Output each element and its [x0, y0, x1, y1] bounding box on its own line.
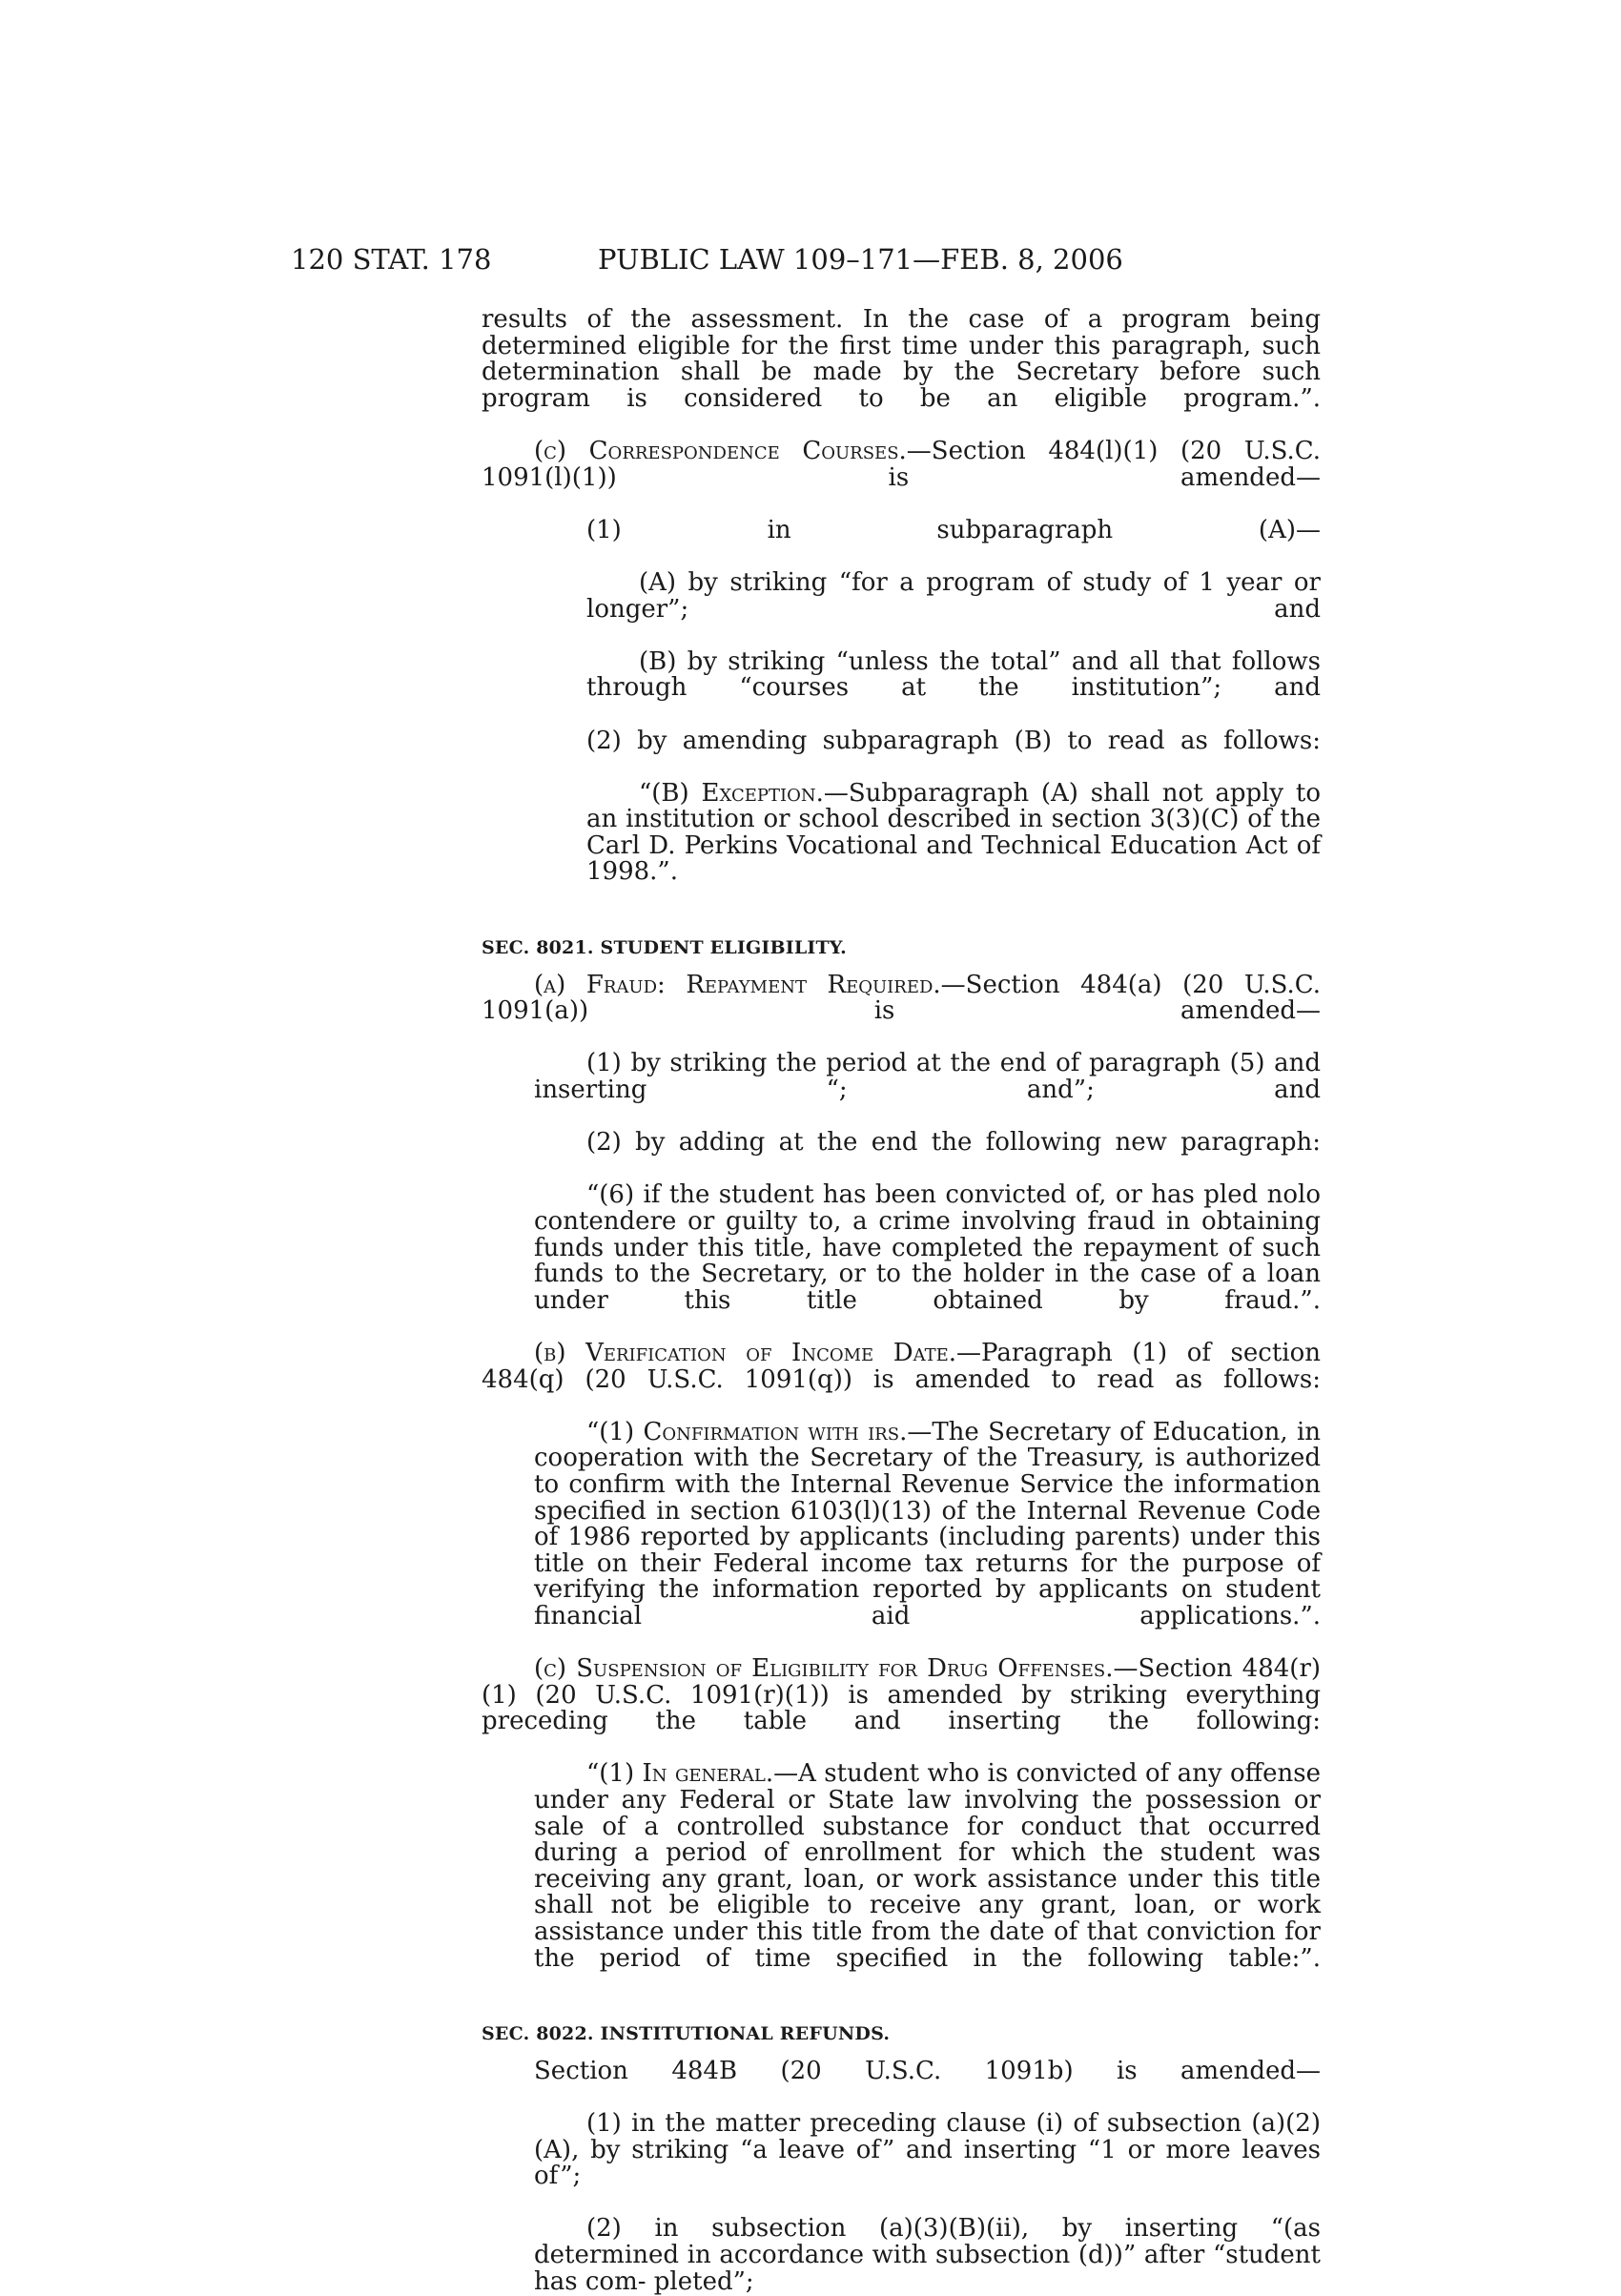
text-line: specified in section 6103(l)(13) of the Internal Revenue Code [534, 1496, 1321, 1526]
text-line: this title from the date of that conviction for the period of [534, 1917, 1321, 1973]
text-line: (1) in subparagraph (A)— [586, 515, 1321, 544]
text-line: (1) by striking the period at the end of paragraph (5) [586, 1049, 1265, 1078]
text-line: any grant, loan, or work assistance under this title shall not [534, 1864, 1321, 1920]
text-line: —Section [1113, 1654, 1233, 1684]
subsection-heading: (b) Verification of Income Date. [534, 1338, 957, 1367]
statute-page-number: 120 STAT. 178 [291, 243, 492, 276]
text-line: 1091(a)) is amended— [482, 996, 1321, 1026]
text-line: pleted”; [653, 2266, 754, 2296]
continued-paragraph [482, 307, 1321, 439]
quoted-confirmation-with-irs [482, 1417, 1322, 1656]
text-line: “(6) if the student has been convicted of, or has pled nolo [586, 1180, 1321, 1210]
paragraph-heading: “(1) In general. [586, 1759, 774, 1789]
text-line: 484(r)(1) (20 U.S.C. 1091(r)(1)) is amended by striking everything [482, 1654, 1322, 1710]
text-line: under this title obtained by fraud.”. [534, 1285, 1321, 1315]
text-line: contendere or guilty to, a crime involving fraud in obtaining [534, 1207, 1321, 1236]
text-line: time specified in the following table:”. [754, 1943, 1321, 1973]
text-line: —Section 484(a) (20 U.S.C. [940, 970, 1322, 999]
subsection-heading: (a) Fraud: Repayment Required. [534, 970, 941, 999]
text-line: —The Secretary of Education, [907, 1417, 1288, 1446]
text-line: —Subparagraph (A) shall not apply [823, 778, 1284, 808]
text-line: —Section 484(l)(1) (20 U.S.C. [906, 436, 1321, 465]
paragraph-2 [482, 1130, 1321, 1182]
text-line: under any Federal or State law involving the possession or [534, 1786, 1321, 1815]
text-line: 484(q) (20 U.S.C. 1091(q)) is amended to read as follows: [482, 1364, 1321, 1394]
page-header [291, 240, 1325, 278]
text-line: longer”; and [586, 594, 1321, 624]
paragraph-1 [482, 515, 1321, 570]
text-line: of 1986 reported by applicants (including parents) under this [534, 1523, 1321, 1552]
public-law-citation: PUBLIC LAW 109–171—FEB. 8, 2006 [598, 243, 1123, 276]
subsection-c-correspondence-courses [482, 436, 1321, 518]
text-line: results of the assessment. In the case of a program being determined [482, 305, 1321, 360]
quoted-paragraph-6 [482, 1182, 1321, 1341]
quoted-in-general [482, 1761, 1321, 1998]
text-line: (A) by striking “for a program of study of 1 year or [639, 567, 1321, 597]
subsection-heading: (c) Correspondence Courses. [534, 436, 907, 465]
subsection-heading: (c) Suspension of Eligibility for Drug Offenses. [534, 1654, 1114, 1684]
text-line: funds under this title, have completed the repayment of such [534, 1233, 1321, 1262]
text-line: (2) by adding at the end the following new paragraph: [586, 1128, 1321, 1158]
text-line: —A student who is convicted of any offense [773, 1759, 1321, 1789]
paragraph-2 [482, 728, 1321, 781]
text-line: be eligible to receive any grant, loan, or work assistance under [534, 1891, 1321, 1947]
subsection-a-fraud [482, 970, 1322, 1052]
paragraph-1 [482, 2111, 1321, 2216]
text-line: (B) by striking “unless the total” and all that follows [639, 646, 1321, 676]
paragraph-1 [482, 1051, 1321, 1130]
text-line: through “courses at the institution”; and [586, 673, 1321, 703]
subsection-c-suspension [482, 1656, 1321, 1761]
text-line: financial aid applications.”. [534, 1601, 1321, 1630]
text-line: (2) by amending subparagraph (B) to read as follows: [586, 726, 1321, 755]
text-line: to be an eligible program.”. [858, 383, 1321, 413]
text-line: Act of 1998.”. [586, 830, 1322, 887]
quoted-exception [482, 778, 1322, 912]
text-line: to confirm with the Internal Revenue Service the information [534, 1469, 1321, 1499]
document-body [482, 307, 1321, 2295]
text-line: the Carl D. Perkins Vocational and Technical Education [586, 805, 1321, 860]
text-line: funds to the Secretary, or to the holder in the case of a loan [534, 1260, 1321, 1289]
text-line: Section 484B (20 U.S.C. 1091b) is amended— [534, 2056, 1321, 2085]
text-line: and inserting “; and”; and [534, 1049, 1321, 1105]
text-line: in cooperation with the Secretary of the Treasury, is authorized [534, 1417, 1322, 1473]
text-line: title on their Federal income tax returns for the purpose of [534, 1548, 1321, 1578]
text-line: in accordance with subsection (d))” after “student has com- [534, 2240, 1321, 2296]
paragraph-2 [482, 2216, 1321, 2295]
text-line: (1) in the matter preceding clause (i) of subsection (a)(2)(A), [534, 2109, 1321, 2164]
text-line: eligible for the first time under this paragraph, such determination [482, 331, 1321, 387]
subparagraph-heading: “(B) Exception. [639, 778, 824, 808]
text-line: a period of enrollment for which the student was receiving [534, 1838, 1321, 1894]
section-8022-intro [482, 2056, 1321, 2111]
text-line: by striking “a leave of” and inserting “1 or more leaves of”; [534, 2135, 1322, 2191]
subsection-b-verification [482, 1338, 1321, 1420]
text-line: —Paragraph (1) of section [956, 1338, 1321, 1367]
text-line: 1091(l)(1)) is amended— [482, 462, 1321, 492]
text-line: preceding the table and inserting the following: [482, 1707, 1321, 1736]
subparagraph-b [482, 646, 1321, 728]
paragraph-heading: “(1) Confirmation with irs. [586, 1417, 908, 1446]
section-heading-8021: SEC. 8021. STUDENT ELIGIBILITY. [482, 936, 847, 958]
text-line: sale of a controlled substance for conduct that occurred during [534, 1812, 1321, 1868]
text-line: (2) in subsection (a)(3)(B)(ii), by inserting “(as determined [534, 2214, 1321, 2269]
subparagraph-a [482, 567, 1321, 649]
text-line: shall be made by the Secretary before such program is considered [482, 358, 1322, 413]
text-line: verifying the information reported by applicants on student [534, 1575, 1321, 1605]
text-line: to an institution or school described in section 3(3)(C) of [586, 778, 1322, 834]
section-heading-8022: SEC. 8022. INSTITUTIONAL REFUNDS. [482, 2022, 891, 2044]
